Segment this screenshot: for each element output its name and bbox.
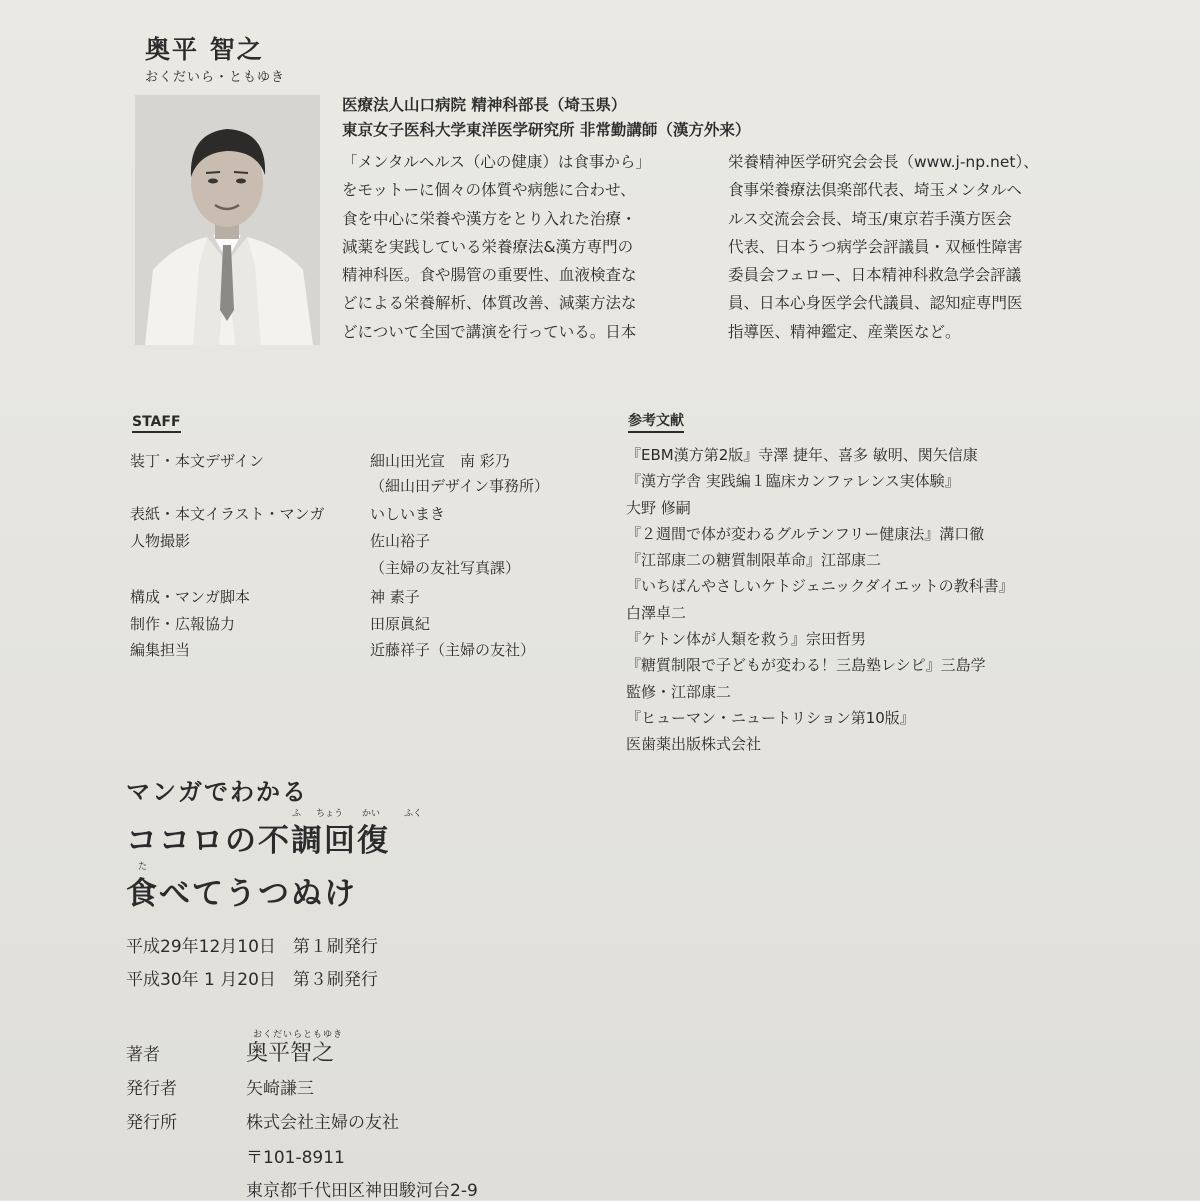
staff-role: 表紙・本文イラスト・マンガ — [130, 505, 325, 523]
staff-role: 装丁・本文デザイン — [130, 452, 264, 470]
colophon-publisher-person-value: 矢崎謙三 — [246, 1079, 314, 1099]
author-portrait-photo — [135, 95, 320, 345]
printing-date-2: 平成30年 1 月20日 第３刷発行 — [126, 970, 378, 990]
reference-line: 『漢方学舎 実践編１臨床カンファレンス実体験』 — [626, 472, 960, 491]
bio-line: どについて全国で講演を行っている。日本 — [342, 322, 637, 341]
bio-line: 食事栄養療法倶楽部代表、埼玉メンタルヘ — [728, 181, 1022, 200]
printing-date-1: 平成29年12月10日 第１刷発行 — [126, 937, 378, 957]
staff-role: 人物撮影 — [130, 532, 191, 550]
staff-name: （細山田デザイン事務所） — [370, 477, 549, 495]
staff-name: 田原眞紀 — [370, 615, 431, 633]
reference-line: 『糖質制限で子どもが変わる！三島塾レシピ』三島学 — [626, 656, 986, 675]
colophon-author-value: 奥平智之 — [246, 1041, 335, 1066]
book-title-line-2: ココロの不調回復 — [126, 823, 390, 859]
staff-name: 神 素子 — [370, 588, 420, 606]
reference-line: 『いちばんやさしいケトジェニックダイエットの教科書』 — [626, 577, 1014, 596]
ruby-chou: ちょう — [316, 809, 344, 819]
staff-name: （主婦の友社写真課） — [370, 559, 521, 577]
references-list — [626, 442, 1014, 758]
references-heading: 参考文献 — [628, 410, 684, 433]
bio-line: 「メンタルヘルス（心の健康）は食事から」 — [342, 153, 651, 171]
staff-heading: STAFF — [132, 414, 181, 433]
affiliation-2: 東京女子医科大学東洋医学研究所 非常勤講師（漢方外来） — [342, 121, 751, 139]
colophon-author-ruby: おくだいらともゆき — [253, 1030, 344, 1040]
reference-line: 白澤卓二 — [626, 603, 687, 622]
reference-line: 『ヒューマン・ニュートリション第10版』 — [626, 708, 915, 727]
colophon-publisher-person-label: 発行者 — [126, 1079, 177, 1099]
colophon-publisher-value: 株式会社主婦の友社 — [246, 1113, 399, 1133]
ruby-ta: た — [138, 862, 148, 872]
staff-role: 構成・マンガ脚本 — [130, 588, 251, 606]
author-name: 奥平 智之 — [145, 35, 264, 64]
ruby-kai: かい — [362, 809, 381, 819]
ruby-fuku: ふく — [404, 809, 423, 819]
reference-line: 『江部康二の糖質制限革命』江部康二 — [626, 551, 882, 570]
reference-line: 『ケトン体が人類を救う』宗田哲男 — [626, 630, 867, 649]
affiliation-1: 医療法人山口病院 精神科部長（埼玉県） — [342, 96, 627, 114]
bio-line: をモットーに個々の体質や病態に合わせ、 — [342, 181, 636, 200]
reference-line: 医歯薬出版株式会社 — [626, 735, 762, 754]
staff-name: 近藤祥子（主婦の友社） — [370, 641, 536, 659]
portrait-illustration — [135, 95, 320, 345]
bio-line: 代表、日本うつ病学会評議員・双極性障害 — [728, 237, 1023, 256]
bio-line: 食を中心に栄養や漢方をとり入れた治療・ — [342, 209, 637, 228]
colophon-author-label: 著者 — [126, 1045, 160, 1065]
reference-line: 『EBM漢方第2版』寺澤 捷年、喜多 敏明、関矢信康 — [626, 446, 978, 464]
reference-line: 監修・江部康二 — [626, 682, 732, 701]
bio-line: 委員会フェロー、日本精神科救急学会評議 — [728, 266, 1022, 285]
author-bio-right — [728, 148, 1039, 346]
book-title-line-3: 食べてうつぬけ — [126, 876, 357, 912]
bio-line: 精神科医。食や腸管の重要性、血液検査な — [342, 266, 637, 285]
colophon-publisher-label: 発行所 — [126, 1113, 177, 1133]
bio-line: 員、日本心身医学会代議員、認知症専門医 — [728, 294, 1023, 313]
bio-line: 減薬を実践している栄養療法&漢方専門の — [342, 237, 634, 256]
staff-name: 細山田光宣 南 彩乃 — [370, 452, 510, 470]
bio-line: ルス交流会会長、埼玉/東京若手漢方医会 — [728, 209, 1012, 228]
staff-role: 編集担当 — [130, 641, 191, 659]
author-bio-left — [342, 148, 651, 346]
colophon-postal-code: 〒101-8911 — [246, 1148, 345, 1168]
staff-name: 佐山裕子 — [370, 532, 431, 550]
colophon-address: 東京都千代田区神田駿河台2-9 — [246, 1181, 478, 1201]
staff-role: 制作・広報協力 — [130, 615, 236, 633]
staff-name: いしいまき — [370, 505, 446, 523]
reference-line: 『２週間で体が変わるグルテンフリー健康法』溝口徹 — [626, 524, 985, 543]
author-name-reading: おくだいら・ともゆき — [145, 70, 286, 85]
book-title-line-1: マンガでわかる — [126, 778, 308, 806]
bio-line: 栄養精神医学研究会会長（www.j-np.net）、 — [728, 153, 1039, 171]
reference-line: 大野 修嗣 — [626, 498, 691, 517]
ruby-fu: ふ — [292, 809, 302, 819]
bio-line: 指導医、精神鑑定、産業医など。 — [728, 322, 961, 341]
bio-line: どによる栄養解析、体質改善、減薬方法な — [342, 294, 637, 313]
